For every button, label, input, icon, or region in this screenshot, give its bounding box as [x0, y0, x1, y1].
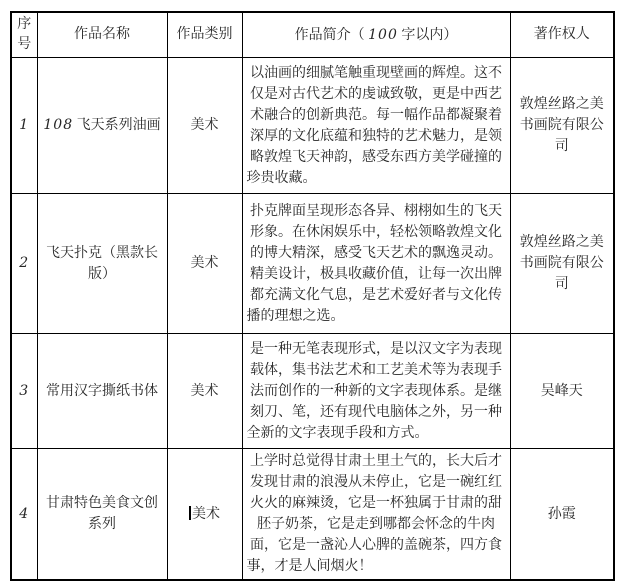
serial-cell: 2	[11, 194, 37, 334]
owner-cell: 敦煌丝路之美书画院有限公司	[510, 58, 614, 194]
serial-cell: 4	[11, 449, 37, 581]
name-cell: 飞天扑克（黑款长版）	[37, 194, 167, 334]
owner-cell: 敦煌丝路之美书画院有限公司	[510, 194, 614, 334]
category-cell: 美术	[167, 58, 242, 194]
document-page	[10, 11, 615, 581]
header-intro	[242, 12, 510, 58]
category-text: 美术	[192, 506, 220, 522]
intro-cell: 以油画的细腻笔触重现壁画的辉煌。这不仅是对古代艺术的虔诚致敬，更是中西艺术融合的创新典范。每一幅作品都凝聚着深厚的文化底蕴和独特的艺术魅力，是领略敦煌飞天神韵，感受东西方美学碰撞的珍贵收藏。	[242, 58, 510, 194]
owner-cell: 吴峰天	[510, 334, 614, 449]
table-row	[11, 334, 614, 449]
text-caret	[189, 506, 191, 520]
works-table	[10, 11, 615, 581]
intro-cell: 扑克牌面呈现形态各异、栩栩如生的飞天形象。在休闲娱乐中，轻松领略敦煌文化的博大精深，感受飞天艺术的飘逸灵动。精美设计，极具收藏价值，让每一次出牌都充满文化气息，是艺术爱好者与文化传播的理想之选。	[242, 194, 510, 334]
header-intro-number: 100	[368, 26, 398, 43]
header-intro-prefix: 作品简介（	[294, 27, 365, 43]
header-row	[11, 12, 614, 58]
intro-cell: 上学时总觉得甘肃土里土气的，长大后才发现甘肃的浪漫从未停止，它是一碗红红火火的麻辣烫，它是一杯独属于甘肃的甜胚子奶茶，它是走到哪都会怀念的牛肉面，它是一盏沁人心脾的盖碗茶，四方食事，才是人间烟火！	[242, 449, 510, 581]
name-cell: 常用汉字撕纸书体	[37, 334, 167, 449]
owner-cell: 孙霞	[510, 449, 614, 581]
intro-cell: 是一种无笔表现形式，是以汉文字为表现载体，集书法艺术和工艺美术等为表现手法而创作的一种新的文字表现体系。是继刻刀、笔，还有现代电脑体之外，另一种全新的文字表现手段和方式。	[242, 334, 510, 449]
table-row	[11, 449, 614, 581]
serial-cell: 3	[11, 334, 37, 449]
name-cell	[37, 58, 167, 194]
header-intro-suffix: 字以内）	[401, 27, 458, 43]
table-row	[11, 58, 614, 194]
serial-cell: 1	[11, 58, 37, 194]
table-row	[11, 194, 614, 334]
header-serial: 序号	[11, 12, 37, 58]
name-text: 飞天系列油画	[76, 118, 161, 133]
category-cell: 美术	[167, 334, 242, 449]
header-name: 作品名称	[37, 12, 167, 58]
category-cell: 美术	[167, 194, 242, 334]
header-category: 作品类别	[167, 12, 242, 58]
header-owner: 著作权人	[510, 12, 614, 58]
name-cell: 甘肃特色美食文创系列	[37, 449, 167, 581]
name-number: 108	[43, 117, 74, 133]
category-cell[interactable]	[167, 449, 242, 581]
